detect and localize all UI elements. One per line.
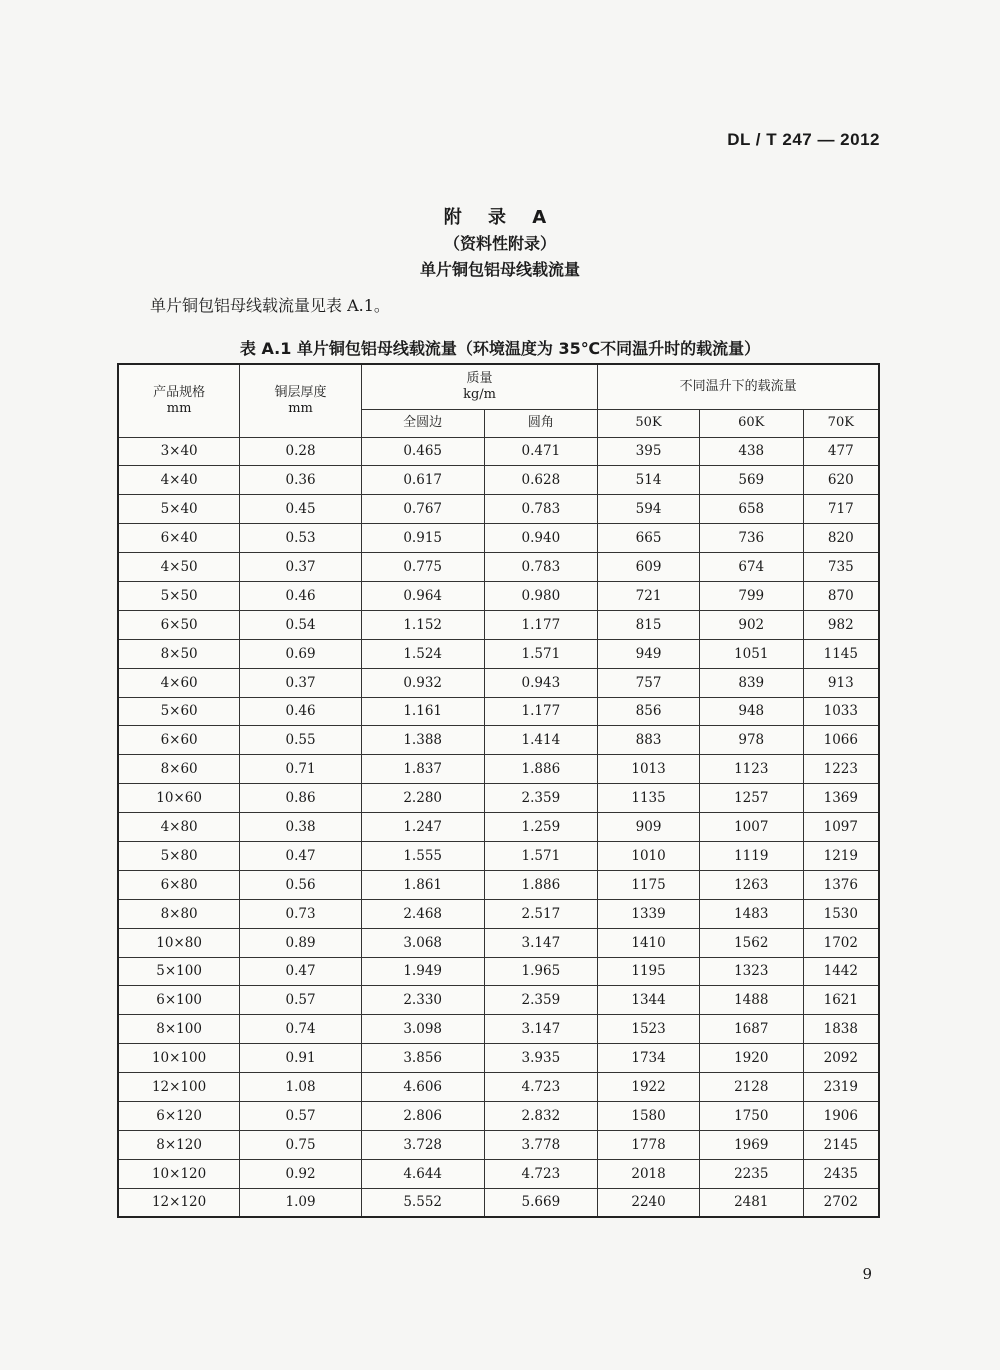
cell-mass-round-edge: 0.932 [361, 668, 484, 697]
cell-mass-rounded: 0.943 [484, 668, 598, 697]
cell-spec: 5×40 [118, 495, 240, 524]
cell-ampacity-50k: 856 [598, 697, 700, 726]
cell-ampacity-70k: 620 [803, 466, 879, 495]
header-temp-50k: 50K [598, 409, 700, 437]
header-temp-60k: 60K [699, 409, 803, 437]
cell-mass-rounded: 0.628 [484, 466, 598, 495]
cell-ampacity-60k: 1750 [699, 1101, 803, 1130]
cell-ampacity-60k: 1483 [699, 899, 803, 928]
cell-ampacity-70k: 1621 [803, 986, 879, 1015]
cell-ampacity-60k: 1051 [699, 639, 803, 668]
table-row [118, 697, 879, 726]
cell-mass-rounded: 1.886 [484, 755, 598, 784]
table-row [118, 437, 879, 466]
table-row [118, 610, 879, 639]
header-thickness-unit: mm [288, 400, 313, 416]
cell-mass-round-edge: 3.098 [361, 1015, 484, 1044]
cell-spec: 6×100 [118, 986, 240, 1015]
cell-thickness: 0.91 [240, 1044, 362, 1073]
cell-ampacity-50k: 909 [598, 813, 700, 842]
cell-thickness: 0.86 [240, 784, 362, 813]
cell-ampacity-60k: 902 [699, 610, 803, 639]
table-row [118, 784, 879, 813]
cell-thickness: 0.38 [240, 813, 362, 842]
cell-mass-rounded: 3.778 [484, 1130, 598, 1159]
cell-ampacity-70k: 735 [803, 553, 879, 582]
cell-mass-rounded: 3.147 [484, 1015, 598, 1044]
cell-spec: 5×100 [118, 957, 240, 986]
cell-mass-round-edge: 1.949 [361, 957, 484, 986]
cell-spec: 10×80 [118, 928, 240, 957]
cell-thickness: 0.45 [240, 495, 362, 524]
cell-ampacity-70k: 1369 [803, 784, 879, 813]
cell-ampacity-70k: 2319 [803, 1073, 879, 1102]
cell-spec: 6×40 [118, 524, 240, 553]
table-row [118, 581, 879, 610]
cell-ampacity-50k: 395 [598, 437, 700, 466]
cell-ampacity-50k: 1523 [598, 1015, 700, 1044]
cell-ampacity-50k: 1013 [598, 755, 700, 784]
cell-ampacity-60k: 1119 [699, 841, 803, 870]
cell-ampacity-70k: 477 [803, 437, 879, 466]
cell-ampacity-50k: 1410 [598, 928, 700, 957]
cell-thickness: 0.47 [240, 957, 362, 986]
table-row [118, 1188, 879, 1217]
cell-ampacity-60k: 736 [699, 524, 803, 553]
cell-spec: 8×120 [118, 1130, 240, 1159]
cell-mass-rounded: 0.980 [484, 581, 598, 610]
cell-thickness: 0.47 [240, 841, 362, 870]
cell-ampacity-60k: 1488 [699, 986, 803, 1015]
cell-mass-rounded: 0.783 [484, 495, 598, 524]
appendix-subject: 单片铜包铝母线载流量 [419, 260, 580, 279]
table-row [118, 928, 879, 957]
cell-mass-round-edge: 1.152 [361, 610, 484, 639]
cell-mass-rounded: 1.965 [484, 957, 598, 986]
cell-ampacity-60k: 1123 [699, 755, 803, 784]
cell-mass-round-edge: 0.915 [361, 524, 484, 553]
cell-ampacity-70k: 1219 [803, 841, 879, 870]
cell-mass-round-edge: 1.837 [361, 755, 484, 784]
cell-ampacity-60k: 839 [699, 668, 803, 697]
cell-mass-rounded: 0.940 [484, 524, 598, 553]
cell-spec: 5×60 [118, 697, 240, 726]
cell-ampacity-70k: 820 [803, 524, 879, 553]
cell-mass-rounded: 0.783 [484, 553, 598, 582]
cell-ampacity-60k: 1920 [699, 1044, 803, 1073]
cell-ampacity-50k: 949 [598, 639, 700, 668]
cell-spec: 8×50 [118, 639, 240, 668]
cell-thickness: 1.09 [240, 1188, 362, 1217]
cell-mass-round-edge: 4.606 [361, 1073, 484, 1102]
cell-thickness: 1.08 [240, 1073, 362, 1102]
cell-thickness: 0.71 [240, 755, 362, 784]
cell-ampacity-60k: 799 [699, 581, 803, 610]
cell-mass-round-edge: 2.330 [361, 986, 484, 1015]
header-spec [118, 364, 240, 437]
table-row [118, 755, 879, 784]
cell-spec: 12×100 [118, 1073, 240, 1102]
cell-spec: 5×50 [118, 581, 240, 610]
cell-spec: 8×60 [118, 755, 240, 784]
cell-ampacity-50k: 594 [598, 495, 700, 524]
cell-ampacity-50k: 1010 [598, 841, 700, 870]
cell-ampacity-50k: 883 [598, 726, 700, 755]
appendix-heading [0, 205, 1000, 283]
cell-mass-round-edge: 1.388 [361, 726, 484, 755]
cell-mass-round-edge: 1.247 [361, 813, 484, 842]
document-code: DL / T 247 — 2012 [727, 130, 880, 149]
header-thickness [240, 364, 362, 437]
cell-mass-rounded: 1.571 [484, 639, 598, 668]
table-row [118, 466, 879, 495]
cell-mass-rounded: 2.359 [484, 986, 598, 1015]
cell-ampacity-70k: 982 [803, 610, 879, 639]
cell-ampacity-60k: 978 [699, 726, 803, 755]
cell-ampacity-60k: 1323 [699, 957, 803, 986]
cell-thickness: 0.37 [240, 553, 362, 582]
cell-thickness: 0.37 [240, 668, 362, 697]
cell-spec: 6×80 [118, 870, 240, 899]
cell-ampacity-70k: 1838 [803, 1015, 879, 1044]
cell-thickness: 0.75 [240, 1130, 362, 1159]
cell-mass-rounded: 4.723 [484, 1159, 598, 1188]
cell-mass-rounded: 2.832 [484, 1101, 598, 1130]
cell-thickness: 0.53 [240, 524, 362, 553]
cell-mass-round-edge: 1.555 [361, 841, 484, 870]
cell-ampacity-70k: 1906 [803, 1101, 879, 1130]
appendix-type: （资料性附录） [443, 234, 556, 253]
cell-spec: 4×50 [118, 553, 240, 582]
cell-mass-rounded: 1.886 [484, 870, 598, 899]
header-mass-round-edge: 全圆边 [361, 409, 484, 437]
cell-mass-rounded: 0.471 [484, 437, 598, 466]
table-header [118, 364, 879, 437]
cell-ampacity-70k: 1145 [803, 639, 879, 668]
cell-mass-round-edge: 2.468 [361, 899, 484, 928]
header-thickness-label: 铜层厚度 [274, 384, 327, 400]
intro-paragraph: 单片铜包铝母线载流量见表 A.1。 [150, 296, 390, 315]
cell-mass-rounded: 3.147 [484, 928, 598, 957]
cell-mass-rounded: 1.259 [484, 813, 598, 842]
cell-ampacity-50k: 1922 [598, 1073, 700, 1102]
cell-spec: 10×100 [118, 1044, 240, 1073]
cell-spec: 3×40 [118, 437, 240, 466]
cell-spec: 4×80 [118, 813, 240, 842]
cell-ampacity-50k: 1580 [598, 1101, 700, 1130]
cell-ampacity-70k: 2702 [803, 1188, 879, 1217]
cell-ampacity-60k: 569 [699, 466, 803, 495]
cell-mass-rounded: 2.517 [484, 899, 598, 928]
cell-thickness: 0.74 [240, 1015, 362, 1044]
ampacity-table [117, 363, 880, 1218]
cell-mass-round-edge: 2.280 [361, 784, 484, 813]
cell-ampacity-70k: 1702 [803, 928, 879, 957]
cell-thickness: 0.55 [240, 726, 362, 755]
cell-ampacity-60k: 438 [699, 437, 803, 466]
cell-mass-round-edge: 0.775 [361, 553, 484, 582]
cell-thickness: 0.69 [240, 639, 362, 668]
cell-spec: 10×60 [118, 784, 240, 813]
cell-ampacity-60k: 1257 [699, 784, 803, 813]
cell-spec: 10×120 [118, 1159, 240, 1188]
table-row [118, 1073, 879, 1102]
appendix-title: 附 录 A [443, 207, 557, 228]
cell-thickness: 0.46 [240, 581, 362, 610]
cell-ampacity-60k: 1263 [699, 870, 803, 899]
cell-ampacity-60k: 2481 [699, 1188, 803, 1217]
cell-ampacity-50k: 609 [598, 553, 700, 582]
cell-mass-rounded: 3.935 [484, 1044, 598, 1073]
cell-ampacity-50k: 815 [598, 610, 700, 639]
cell-ampacity-60k: 658 [699, 495, 803, 524]
cell-spec: 6×60 [118, 726, 240, 755]
cell-ampacity-70k: 2435 [803, 1159, 879, 1188]
table-caption: 表 A.1 单片铜包铝母线载流量（环境温度为 35℃不同温升时的载流量） [239, 339, 761, 358]
cell-ampacity-50k: 2240 [598, 1188, 700, 1217]
cell-mass-rounded: 5.669 [484, 1188, 598, 1217]
cell-ampacity-70k: 717 [803, 495, 879, 524]
cell-mass-round-edge: 3.068 [361, 928, 484, 957]
cell-mass-round-edge: 3.856 [361, 1044, 484, 1073]
cell-ampacity-60k: 674 [699, 553, 803, 582]
header-spec-unit: mm [166, 400, 192, 416]
header-temp-70k: 70K [803, 409, 879, 437]
cell-mass-rounded: 1.414 [484, 726, 598, 755]
cell-ampacity-60k: 948 [699, 697, 803, 726]
cell-spec: 8×100 [118, 1015, 240, 1044]
cell-thickness: 0.57 [240, 986, 362, 1015]
cell-thickness: 0.57 [240, 1101, 362, 1130]
table-row [118, 726, 879, 755]
cell-thickness: 0.89 [240, 928, 362, 957]
table-row [118, 870, 879, 899]
cell-ampacity-60k: 2128 [699, 1073, 803, 1102]
header-mass-unit: kg/m [463, 386, 496, 402]
cell-ampacity-50k: 721 [598, 581, 700, 610]
table-row [118, 668, 879, 697]
table-body [118, 437, 879, 1217]
table-row [118, 1101, 879, 1130]
page-number: 9 [862, 1265, 872, 1283]
header-spec-label: 产品规格 [153, 384, 206, 400]
cell-mass-round-edge: 3.728 [361, 1130, 484, 1159]
cell-ampacity-70k: 1223 [803, 755, 879, 784]
cell-ampacity-50k: 514 [598, 466, 700, 495]
cell-mass-round-edge: 1.861 [361, 870, 484, 899]
table-row [118, 1159, 879, 1188]
cell-mass-round-edge: 0.964 [361, 581, 484, 610]
header-mass-rounded: 圆角 [484, 409, 598, 437]
header-mass-label: 质量 [466, 370, 493, 386]
table-row [118, 841, 879, 870]
cell-ampacity-50k: 1344 [598, 986, 700, 1015]
cell-ampacity-70k: 913 [803, 668, 879, 697]
cell-ampacity-50k: 1175 [598, 870, 700, 899]
cell-thickness: 0.73 [240, 899, 362, 928]
cell-mass-rounded: 4.723 [484, 1073, 598, 1102]
cell-spec: 8×80 [118, 899, 240, 928]
table-row [118, 639, 879, 668]
cell-ampacity-60k: 1969 [699, 1130, 803, 1159]
cell-mass-round-edge: 4.644 [361, 1159, 484, 1188]
cell-ampacity-50k: 1339 [598, 899, 700, 928]
cell-mass-round-edge: 1.524 [361, 639, 484, 668]
cell-ampacity-70k: 1066 [803, 726, 879, 755]
cell-thickness: 0.46 [240, 697, 362, 726]
cell-mass-round-edge: 0.617 [361, 466, 484, 495]
cell-spec: 6×120 [118, 1101, 240, 1130]
cell-ampacity-70k: 1442 [803, 957, 879, 986]
cell-ampacity-60k: 2235 [699, 1159, 803, 1188]
cell-mass-round-edge: 1.161 [361, 697, 484, 726]
cell-ampacity-50k: 1734 [598, 1044, 700, 1073]
cell-spec: 4×40 [118, 466, 240, 495]
cell-spec: 4×60 [118, 668, 240, 697]
cell-thickness: 0.28 [240, 437, 362, 466]
cell-ampacity-70k: 1097 [803, 813, 879, 842]
cell-thickness: 0.92 [240, 1159, 362, 1188]
table-row [118, 1015, 879, 1044]
table-row [118, 524, 879, 553]
cell-spec: 5×80 [118, 841, 240, 870]
header-mass [361, 364, 597, 409]
table-row [118, 986, 879, 1015]
table-row [118, 1044, 879, 1073]
table-row [118, 553, 879, 582]
cell-mass-rounded: 1.571 [484, 841, 598, 870]
cell-thickness: 0.36 [240, 466, 362, 495]
cell-ampacity-70k: 870 [803, 581, 879, 610]
table-row [118, 899, 879, 928]
table-row [118, 495, 879, 524]
cell-ampacity-70k: 2092 [803, 1044, 879, 1073]
cell-ampacity-60k: 1562 [699, 928, 803, 957]
cell-ampacity-70k: 2145 [803, 1130, 879, 1159]
cell-mass-round-edge: 0.465 [361, 437, 484, 466]
table-row [118, 1130, 879, 1159]
cell-mass-rounded: 1.177 [484, 610, 598, 639]
cell-ampacity-70k: 1530 [803, 899, 879, 928]
cell-ampacity-50k: 2018 [598, 1159, 700, 1188]
cell-mass-round-edge: 5.552 [361, 1188, 484, 1217]
cell-thickness: 0.56 [240, 870, 362, 899]
table-row [118, 957, 879, 986]
cell-mass-round-edge: 0.767 [361, 495, 484, 524]
cell-ampacity-50k: 757 [598, 668, 700, 697]
cell-ampacity-50k: 1195 [598, 957, 700, 986]
cell-ampacity-50k: 665 [598, 524, 700, 553]
cell-ampacity-70k: 1033 [803, 697, 879, 726]
cell-ampacity-70k: 1376 [803, 870, 879, 899]
cell-thickness: 0.54 [240, 610, 362, 639]
cell-ampacity-60k: 1687 [699, 1015, 803, 1044]
cell-mass-rounded: 2.359 [484, 784, 598, 813]
cell-mass-round-edge: 2.806 [361, 1101, 484, 1130]
cell-mass-rounded: 1.177 [484, 697, 598, 726]
cell-ampacity-50k: 1135 [598, 784, 700, 813]
cell-spec: 6×50 [118, 610, 240, 639]
cell-ampacity-50k: 1778 [598, 1130, 700, 1159]
header-ampacity: 不同温升下的载流量 [598, 364, 879, 409]
table-row [118, 813, 879, 842]
cell-ampacity-60k: 1007 [699, 813, 803, 842]
cell-spec: 12×120 [118, 1188, 240, 1217]
